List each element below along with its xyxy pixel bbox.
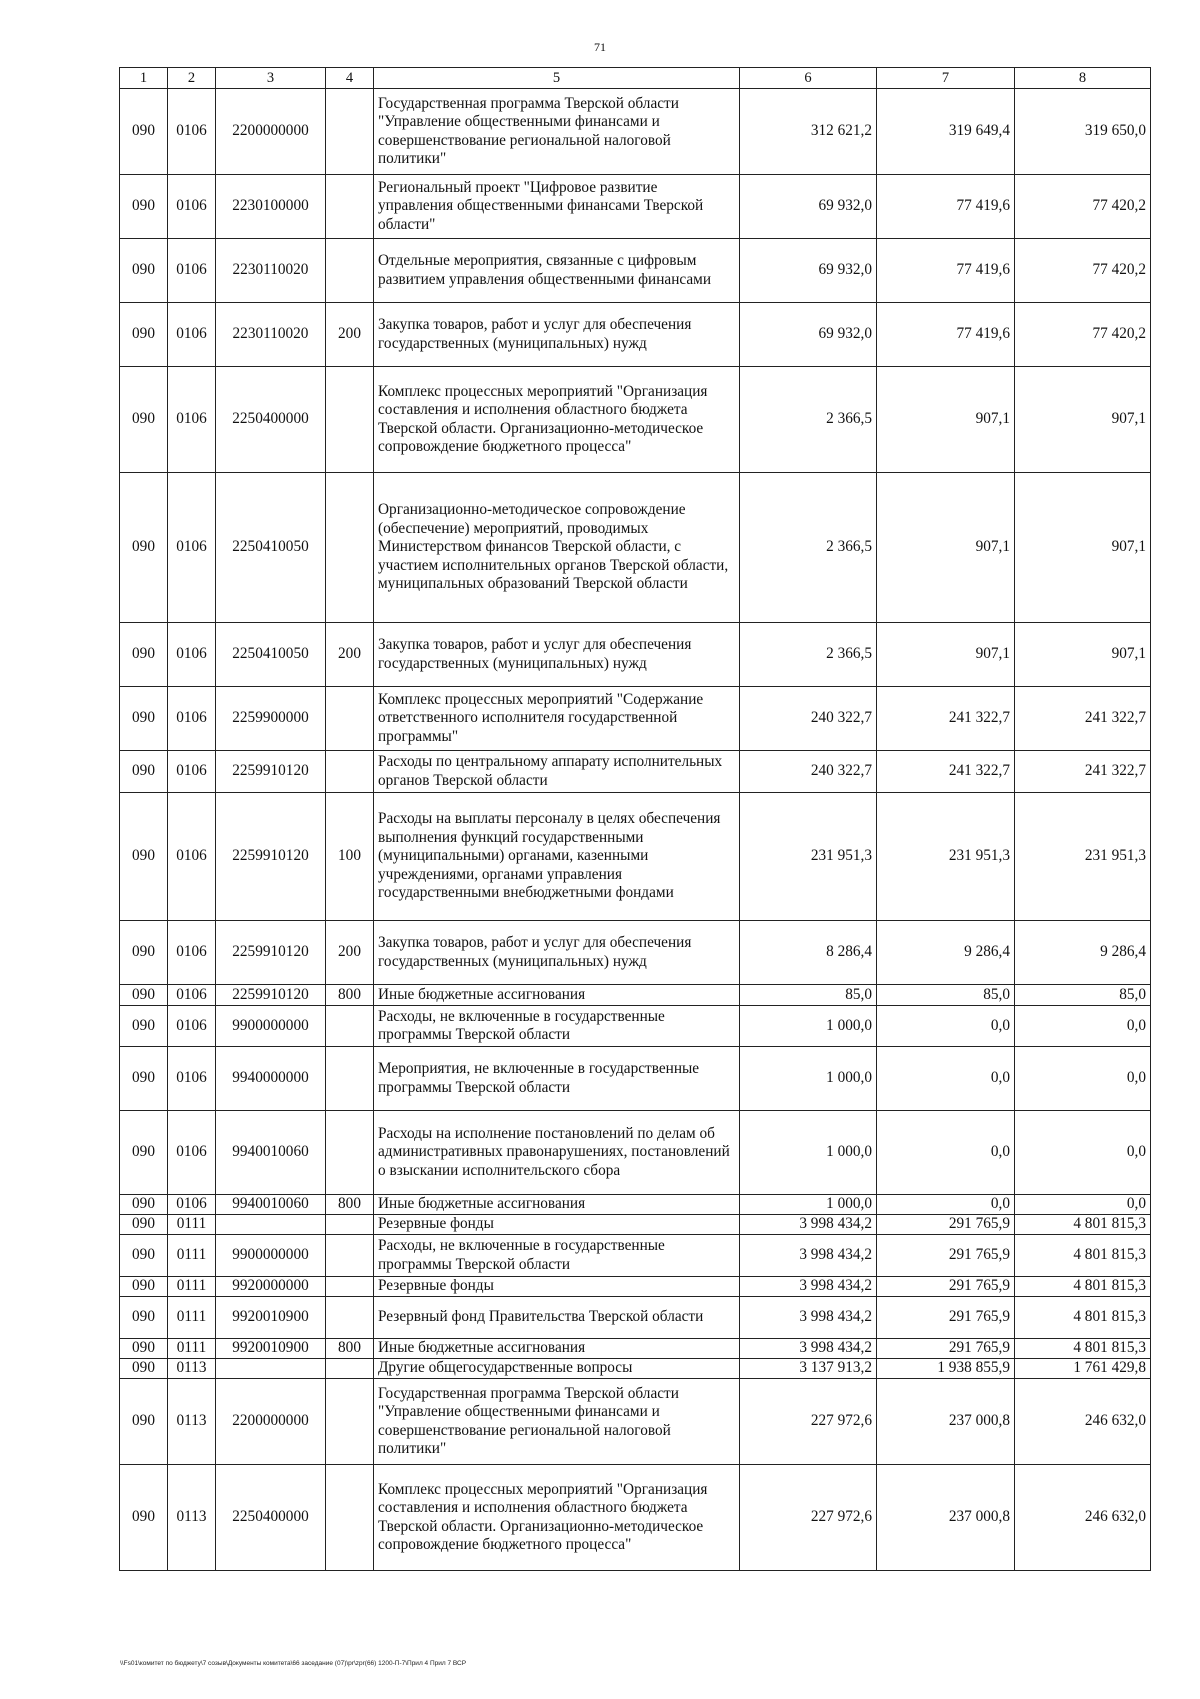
cell-expense-type bbox=[326, 1379, 374, 1465]
cell-expense-type bbox=[326, 1111, 374, 1195]
cell-amount-year-2: 907,1 bbox=[877, 473, 1015, 623]
cell-target-article: 9900000000 bbox=[216, 1006, 326, 1047]
cell-expense-type: 100 bbox=[326, 793, 374, 921]
cell-expense-type bbox=[326, 1047, 374, 1111]
cell-amount-year-3: 246 632,0 bbox=[1015, 1465, 1151, 1571]
cell-target-article: 2200000000 bbox=[216, 89, 326, 175]
cell-amount-year-1: 69 932,0 bbox=[740, 303, 877, 367]
cell-target-article: 9920010900 bbox=[216, 1339, 326, 1359]
cell-amount-year-2: 291 765,9 bbox=[877, 1277, 1015, 1297]
table-row bbox=[120, 921, 1151, 985]
cell-description: Другие общегосударственные вопросы bbox=[374, 1359, 740, 1379]
cell-amount-year-3: 9 286,4 bbox=[1015, 921, 1151, 985]
cell-section-code: 0106 bbox=[168, 1006, 216, 1047]
cell-amount-year-1: 2 366,5 bbox=[740, 367, 877, 473]
cell-description: Иные бюджетные ассигнования bbox=[374, 1339, 740, 1359]
cell-target-article: 2259910120 bbox=[216, 751, 326, 793]
cell-expense-type bbox=[326, 751, 374, 793]
table-row bbox=[120, 1465, 1151, 1571]
cell-section-code: 0111 bbox=[168, 1235, 216, 1277]
cell-admin-code: 090 bbox=[120, 921, 168, 985]
cell-admin-code: 090 bbox=[120, 239, 168, 303]
cell-amount-year-1: 3 137 913,2 bbox=[740, 1359, 877, 1379]
cell-section-code: 0106 bbox=[168, 687, 216, 751]
cell-amount-year-1: 1 000,0 bbox=[740, 1195, 877, 1215]
cell-amount-year-2: 237 000,8 bbox=[877, 1465, 1015, 1571]
cell-admin-code: 090 bbox=[120, 1379, 168, 1465]
cell-amount-year-1: 2 366,5 bbox=[740, 473, 877, 623]
cell-target-article: 2250410050 bbox=[216, 623, 326, 687]
cell-target-article: 2259910120 bbox=[216, 793, 326, 921]
cell-section-code: 0106 bbox=[168, 367, 216, 473]
cell-target-article: 2250400000 bbox=[216, 1465, 326, 1571]
cell-section-code: 0106 bbox=[168, 473, 216, 623]
cell-section-code: 0106 bbox=[168, 239, 216, 303]
cell-amount-year-1: 2 366,5 bbox=[740, 623, 877, 687]
cell-admin-code: 090 bbox=[120, 985, 168, 1006]
cell-description: Иные бюджетные ассигнования bbox=[374, 985, 740, 1006]
cell-amount-year-1: 3 998 434,2 bbox=[740, 1215, 877, 1235]
cell-section-code: 0106 bbox=[168, 1111, 216, 1195]
cell-amount-year-3: 0,0 bbox=[1015, 1195, 1151, 1215]
cell-target-article: 2259910120 bbox=[216, 921, 326, 985]
column-header: 6 bbox=[740, 68, 877, 89]
budget-table bbox=[119, 67, 1151, 1571]
cell-admin-code: 090 bbox=[120, 1339, 168, 1359]
cell-target-article: 2200000000 bbox=[216, 1379, 326, 1465]
cell-admin-code: 090 bbox=[120, 1006, 168, 1047]
table-header-row bbox=[120, 68, 1151, 89]
cell-admin-code: 090 bbox=[120, 473, 168, 623]
cell-section-code: 0113 bbox=[168, 1359, 216, 1379]
cell-amount-year-3: 319 650,0 bbox=[1015, 89, 1151, 175]
table-row bbox=[120, 1006, 1151, 1047]
column-header: 5 bbox=[374, 68, 740, 89]
cell-amount-year-3: 0,0 bbox=[1015, 1047, 1151, 1111]
cell-amount-year-1: 3 998 434,2 bbox=[740, 1339, 877, 1359]
cell-expense-type: 200 bbox=[326, 921, 374, 985]
table-row bbox=[120, 623, 1151, 687]
cell-target-article: 2230100000 bbox=[216, 175, 326, 239]
table-row bbox=[120, 1235, 1151, 1277]
cell-amount-year-3: 77 420,2 bbox=[1015, 303, 1151, 367]
table-row bbox=[120, 1339, 1151, 1359]
cell-amount-year-2: 907,1 bbox=[877, 623, 1015, 687]
cell-section-code: 0113 bbox=[168, 1465, 216, 1571]
cell-target-article: 9940010060 bbox=[216, 1111, 326, 1195]
cell-amount-year-1: 3 998 434,2 bbox=[740, 1297, 877, 1339]
cell-expense-type bbox=[326, 1215, 374, 1235]
cell-description: Региональный проект "Цифровое развитие управления общественными финансами Тверской области" bbox=[374, 175, 740, 239]
cell-target-article bbox=[216, 1359, 326, 1379]
cell-description: Расходы на выплаты персоналу в целях обеспечения выполнения функций государственными (муниципальными) органами, казенными учреждениями, органами управления государственными внебюджетными фондами bbox=[374, 793, 740, 921]
cell-section-code: 0111 bbox=[168, 1215, 216, 1235]
cell-target-article: 2259900000 bbox=[216, 687, 326, 751]
cell-section-code: 0111 bbox=[168, 1277, 216, 1297]
cell-admin-code: 090 bbox=[120, 1465, 168, 1571]
cell-amount-year-2: 77 419,6 bbox=[877, 303, 1015, 367]
cell-amount-year-3: 1 761 429,8 bbox=[1015, 1359, 1151, 1379]
cell-admin-code: 090 bbox=[120, 303, 168, 367]
cell-amount-year-3: 907,1 bbox=[1015, 473, 1151, 623]
cell-amount-year-2: 907,1 bbox=[877, 367, 1015, 473]
cell-description: Отдельные мероприятия, связанные с цифровым развитием управления общественными финансами bbox=[374, 239, 740, 303]
table-row bbox=[120, 473, 1151, 623]
cell-expense-type bbox=[326, 1006, 374, 1047]
cell-target-article: 9920010900 bbox=[216, 1297, 326, 1339]
cell-description: Закупка товаров, работ и услуг для обеспечения государственных (муниципальных) нужд bbox=[374, 303, 740, 367]
cell-amount-year-1: 3 998 434,2 bbox=[740, 1235, 877, 1277]
cell-target-article bbox=[216, 1215, 326, 1235]
cell-target-article: 2250410050 bbox=[216, 473, 326, 623]
cell-section-code: 0106 bbox=[168, 89, 216, 175]
cell-amount-year-2: 85,0 bbox=[877, 985, 1015, 1006]
cell-expense-type bbox=[326, 1297, 374, 1339]
table-row bbox=[120, 175, 1151, 239]
cell-description: Закупка товаров, работ и услуг для обеспечения государственных (муниципальных) нужд bbox=[374, 921, 740, 985]
cell-section-code: 0113 bbox=[168, 1379, 216, 1465]
cell-expense-type bbox=[326, 1359, 374, 1379]
cell-description: Расходы на исполнение постановлений по делам об административных правонарушениях, постановлений о взыскании исполнительского сбора bbox=[374, 1111, 740, 1195]
page-number: 71 bbox=[594, 40, 606, 54]
table-row bbox=[120, 89, 1151, 175]
cell-amount-year-3: 85,0 bbox=[1015, 985, 1151, 1006]
cell-amount-year-3: 4 801 815,3 bbox=[1015, 1297, 1151, 1339]
cell-amount-year-1: 231 951,3 bbox=[740, 793, 877, 921]
table-row bbox=[120, 303, 1151, 367]
cell-expense-type bbox=[326, 175, 374, 239]
footer-file-path: \\Fs01\комитет по бюджету\7 созыв\Документы комитета\66 заседание (07)\pr\zpr(66) 1200-П-7\Прил 4 Прил 7 ВСР bbox=[120, 1660, 467, 1667]
cell-amount-year-3: 4 801 815,3 bbox=[1015, 1339, 1151, 1359]
cell-section-code: 0106 bbox=[168, 1047, 216, 1111]
cell-description: Государственная программа Тверской области "Управление общественными финансами и совершенствование региональной налоговой политики" bbox=[374, 1379, 740, 1465]
cell-amount-year-2: 77 419,6 bbox=[877, 239, 1015, 303]
cell-section-code: 0106 bbox=[168, 623, 216, 687]
table-row bbox=[120, 1359, 1151, 1379]
cell-admin-code: 090 bbox=[120, 1277, 168, 1297]
cell-admin-code: 090 bbox=[120, 175, 168, 239]
column-header: 1 bbox=[120, 68, 168, 89]
table-row bbox=[120, 793, 1151, 921]
cell-amount-year-3: 77 420,2 bbox=[1015, 175, 1151, 239]
cell-description: Мероприятия, не включенные в государственные программы Тверской области bbox=[374, 1047, 740, 1111]
cell-target-article: 2259910120 bbox=[216, 985, 326, 1006]
cell-description: Комплекс процессных мероприятий "Организация составления и исполнения областного бюджета Тверской области. Организационно-методическое сопровождение бюджетного процесса" bbox=[374, 367, 740, 473]
cell-description: Резервный фонд Правительства Тверской области bbox=[374, 1297, 740, 1339]
cell-amount-year-3: 4 801 815,3 bbox=[1015, 1215, 1151, 1235]
cell-target-article: 9940010060 bbox=[216, 1195, 326, 1215]
cell-admin-code: 090 bbox=[120, 1047, 168, 1111]
column-header: 4 bbox=[326, 68, 374, 89]
cell-target-article: 9900000000 bbox=[216, 1235, 326, 1277]
cell-admin-code: 090 bbox=[120, 687, 168, 751]
cell-amount-year-1: 1 000,0 bbox=[740, 1006, 877, 1047]
cell-section-code: 0111 bbox=[168, 1297, 216, 1339]
table-row bbox=[120, 687, 1151, 751]
cell-amount-year-2: 237 000,8 bbox=[877, 1379, 1015, 1465]
cell-section-code: 0106 bbox=[168, 1195, 216, 1215]
table-row bbox=[120, 367, 1151, 473]
cell-amount-year-3: 241 322,7 bbox=[1015, 751, 1151, 793]
cell-amount-year-1: 312 621,2 bbox=[740, 89, 877, 175]
cell-expense-type: 200 bbox=[326, 623, 374, 687]
table-row bbox=[120, 751, 1151, 793]
cell-expense-type: 200 bbox=[326, 303, 374, 367]
table-row bbox=[120, 1047, 1151, 1111]
table-row bbox=[120, 239, 1151, 303]
table-row bbox=[120, 1195, 1151, 1215]
cell-amount-year-3: 0,0 bbox=[1015, 1006, 1151, 1047]
cell-amount-year-2: 1 938 855,9 bbox=[877, 1359, 1015, 1379]
cell-section-code: 0106 bbox=[168, 793, 216, 921]
cell-amount-year-2: 0,0 bbox=[877, 1006, 1015, 1047]
cell-expense-type bbox=[326, 1277, 374, 1297]
cell-description: Комплекс процессных мероприятий "Содержание ответственного исполнителя государственной программы" bbox=[374, 687, 740, 751]
cell-target-article: 9940000000 bbox=[216, 1047, 326, 1111]
cell-amount-year-1: 1 000,0 bbox=[740, 1111, 877, 1195]
cell-description: Расходы, не включенные в государственные программы Тверской области bbox=[374, 1006, 740, 1047]
cell-amount-year-2: 291 765,9 bbox=[877, 1339, 1015, 1359]
table-row bbox=[120, 1379, 1151, 1465]
cell-expense-type: 800 bbox=[326, 1195, 374, 1215]
cell-amount-year-1: 227 972,6 bbox=[740, 1379, 877, 1465]
cell-amount-year-1: 240 322,7 bbox=[740, 687, 877, 751]
cell-section-code: 0106 bbox=[168, 303, 216, 367]
cell-amount-year-1: 240 322,7 bbox=[740, 751, 877, 793]
cell-description: Государственная программа Тверской области "Управление общественными финансами и совершенствование региональной налоговой политики" bbox=[374, 89, 740, 175]
cell-amount-year-2: 241 322,7 bbox=[877, 687, 1015, 751]
cell-target-article: 2230110020 bbox=[216, 239, 326, 303]
table-row bbox=[120, 1215, 1151, 1235]
cell-amount-year-2: 291 765,9 bbox=[877, 1297, 1015, 1339]
cell-amount-year-1: 3 998 434,2 bbox=[740, 1277, 877, 1297]
cell-section-code: 0106 bbox=[168, 175, 216, 239]
cell-admin-code: 090 bbox=[120, 1215, 168, 1235]
cell-description: Резервные фонды bbox=[374, 1215, 740, 1235]
cell-section-code: 0106 bbox=[168, 985, 216, 1006]
cell-expense-type: 800 bbox=[326, 1339, 374, 1359]
cell-expense-type bbox=[326, 1465, 374, 1571]
cell-description: Комплекс процессных мероприятий "Организация составления и исполнения областного бюджета Тверской области. Организационно-методическое сопровождение бюджетного процесса" bbox=[374, 1465, 740, 1571]
cell-amount-year-2: 319 649,4 bbox=[877, 89, 1015, 175]
cell-admin-code: 090 bbox=[120, 1235, 168, 1277]
cell-admin-code: 090 bbox=[120, 793, 168, 921]
table-body bbox=[120, 89, 1151, 1571]
cell-admin-code: 090 bbox=[120, 1111, 168, 1195]
cell-amount-year-3: 4 801 815,3 bbox=[1015, 1277, 1151, 1297]
cell-description: Организационно-методическое сопровождение (обеспечение) мероприятий, проводимых Министерством финансов Тверской области, с участием исполнительных органов Тверской области, муниципальных образований Тверской области bbox=[374, 473, 740, 623]
cell-description: Иные бюджетные ассигнования bbox=[374, 1195, 740, 1215]
cell-expense-type bbox=[326, 367, 374, 473]
cell-expense-type bbox=[326, 687, 374, 751]
cell-amount-year-1: 227 972,6 bbox=[740, 1465, 877, 1571]
cell-section-code: 0111 bbox=[168, 1339, 216, 1359]
column-header: 2 bbox=[168, 68, 216, 89]
cell-amount-year-3: 77 420,2 bbox=[1015, 239, 1151, 303]
cell-description: Расходы, не включенные в государственные программы Тверской области bbox=[374, 1235, 740, 1277]
cell-amount-year-3: 4 801 815,3 bbox=[1015, 1235, 1151, 1277]
column-header: 7 bbox=[877, 68, 1015, 89]
table-row bbox=[120, 1297, 1151, 1339]
column-header: 8 bbox=[1015, 68, 1151, 89]
cell-expense-type: 800 bbox=[326, 985, 374, 1006]
cell-description: Расходы по центральному аппарату исполнительных органов Тверской области bbox=[374, 751, 740, 793]
cell-expense-type bbox=[326, 239, 374, 303]
cell-target-article: 9920000000 bbox=[216, 1277, 326, 1297]
cell-admin-code: 090 bbox=[120, 1195, 168, 1215]
cell-section-code: 0106 bbox=[168, 921, 216, 985]
cell-amount-year-3: 0,0 bbox=[1015, 1111, 1151, 1195]
cell-amount-year-2: 77 419,6 bbox=[877, 175, 1015, 239]
cell-amount-year-2: 0,0 bbox=[877, 1047, 1015, 1111]
cell-amount-year-1: 8 286,4 bbox=[740, 921, 877, 985]
cell-admin-code: 090 bbox=[120, 89, 168, 175]
cell-expense-type bbox=[326, 1235, 374, 1277]
cell-admin-code: 090 bbox=[120, 367, 168, 473]
cell-admin-code: 090 bbox=[120, 623, 168, 687]
cell-amount-year-2: 291 765,9 bbox=[877, 1235, 1015, 1277]
cell-amount-year-2: 231 951,3 bbox=[877, 793, 1015, 921]
table-row bbox=[120, 985, 1151, 1006]
cell-amount-year-2: 241 322,7 bbox=[877, 751, 1015, 793]
cell-amount-year-2: 291 765,9 bbox=[877, 1215, 1015, 1235]
cell-amount-year-2: 0,0 bbox=[877, 1111, 1015, 1195]
cell-section-code: 0106 bbox=[168, 751, 216, 793]
cell-expense-type bbox=[326, 473, 374, 623]
cell-amount-year-1: 69 932,0 bbox=[740, 175, 877, 239]
table-row bbox=[120, 1111, 1151, 1195]
cell-amount-year-2: 0,0 bbox=[877, 1195, 1015, 1215]
cell-admin-code: 090 bbox=[120, 1297, 168, 1339]
column-header: 3 bbox=[216, 68, 326, 89]
cell-amount-year-1: 1 000,0 bbox=[740, 1047, 877, 1111]
cell-amount-year-3: 246 632,0 bbox=[1015, 1379, 1151, 1465]
cell-amount-year-3: 231 951,3 bbox=[1015, 793, 1151, 921]
cell-description: Резервные фонды bbox=[374, 1277, 740, 1297]
cell-description: Закупка товаров, работ и услуг для обеспечения государственных (муниципальных) нужд bbox=[374, 623, 740, 687]
cell-amount-year-3: 241 322,7 bbox=[1015, 687, 1151, 751]
cell-expense-type bbox=[326, 89, 374, 175]
cell-target-article: 2250400000 bbox=[216, 367, 326, 473]
cell-amount-year-3: 907,1 bbox=[1015, 367, 1151, 473]
table-row bbox=[120, 1277, 1151, 1297]
cell-amount-year-2: 9 286,4 bbox=[877, 921, 1015, 985]
cell-amount-year-3: 907,1 bbox=[1015, 623, 1151, 687]
cell-amount-year-1: 69 932,0 bbox=[740, 239, 877, 303]
cell-admin-code: 090 bbox=[120, 1359, 168, 1379]
cell-admin-code: 090 bbox=[120, 751, 168, 793]
cell-target-article: 2230110020 bbox=[216, 303, 326, 367]
cell-amount-year-1: 85,0 bbox=[740, 985, 877, 1006]
